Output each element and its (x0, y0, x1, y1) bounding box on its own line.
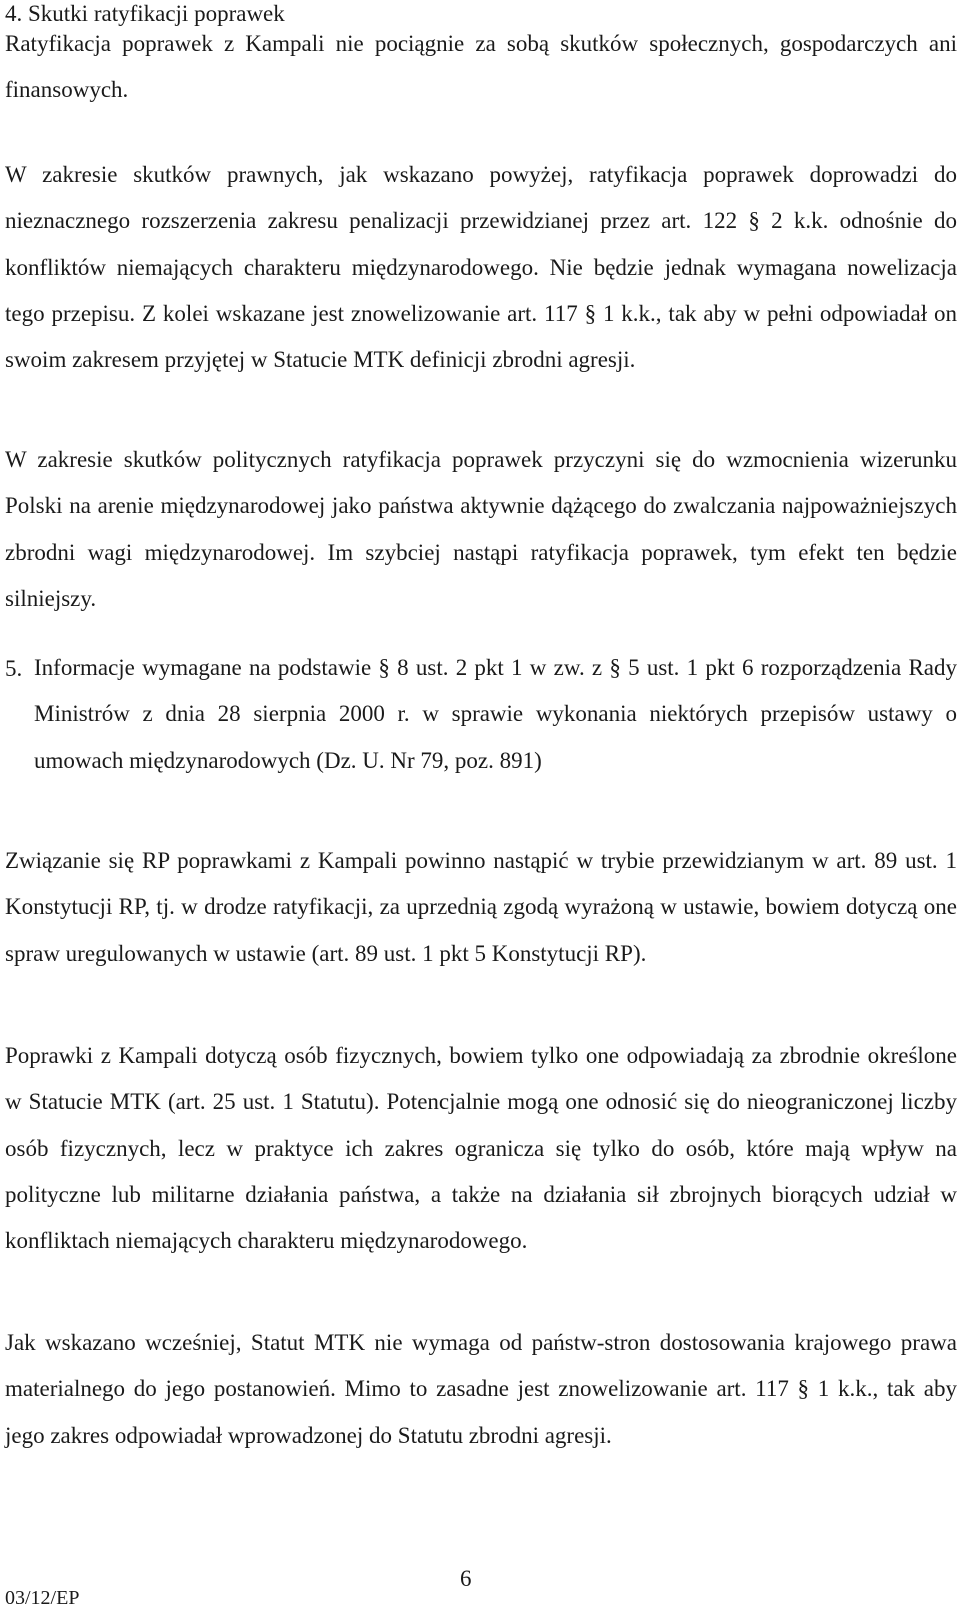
section-4-paragraph-2: W zakresie skutków prawnych, jak wskazano powyżej, ratyfikacja poprawek doprowadzi do nieznacznego rozszerzenia zakresu penalizacji przewidzianej przez art. 122 § 2 k.k. odnośnie do konfliktów niemających charakteru międzynarodowego. Nie będzie jednak wymagana nowelizacja tego przepisu. Z kolei wskazane jest znowelizowanie art. 117 § 1 k.k., tak aby w pełni odpowiadał on swoim zakresem przyjętej w Statucie MTK definicji zbrodni agresji. (5, 162, 957, 373)
section-4-paragraph-1: Ratyfikacja poprawek z Kampali nie pociągnie za sobą skutków społecznych, gospodarczych ani finansowych. (5, 31, 957, 103)
section-5-heading: Informacje wymagane na podstawie § 8 ust. 2 pkt 1 w zw. z § 5 ust. 1 pkt 6 rozporządzenia Rady Ministrów z dnia 28 sierpnia 2000 r. w sprawie wykonania niektórych przepisów ustawy o umowach międzynarodowych (Dz. U. Nr 79, poz. 891) (34, 655, 957, 773)
section-5-paragraph-2: Poprawki z Kampali dotyczą osób fizycznych, bowiem tylko one odpowiadają za zbrodnie określone w Statucie MTK (art. 25 ust. 1 Statutu). Potencjalnie mogą one odnosić się do nieograniczonej liczby osób fizycznych, lecz w praktyce ich zakres ogranicza się tylko do osób, które mają wpływ na polityczne lub militarne działania państwa, a także na działania sił zbrojnych biorących udział w konfliktach niemających charakteru międzynarodowego. (5, 1043, 957, 1254)
document-code: 03/12/EP (5, 1587, 80, 1609)
document-page (5, 0, 957, 1609)
section-5-paragraph-3: Jak wskazano wcześniej, Statut MTK nie wymaga od państw-stron dostosowania krajowego prawa materialnego do jego postanowień. Mimo to zasadne jest znowelizowanie art. 117 § 1 k.k., tak aby jego zakres odpowiadał wprowadzonej do Statutu zbrodni agresji. (5, 1330, 957, 1448)
section-4-heading: 4. Skutki ratyfikacji poprawek (5, 1, 285, 26)
section-5-number: 5. (5, 656, 23, 681)
page-number: 6 (460, 1566, 472, 1591)
section-5-paragraph-1: Związanie się RP poprawkami z Kampali powinno nastąpić w trybie przewidzianym w art. 89 ust. 1 Konstytucji RP, tj. w drodze ratyfikacji, za uprzednią zgodą wyrażoną w ustawie, bowiem dotyczą one spraw uregulowanych w ustawie (art. 89 ust. 1 pkt 5 Konstytucji RP). (5, 848, 957, 966)
section-4-paragraph-3: W zakresie skutków politycznych ratyfikacja poprawek przyczyni się do wzmocnienia wizerunku Polski na arenie międzynarodowej jako państwa aktywnie dążącego do zwalczania najpoważniejszych zbrodni wagi międzynarodowej. Im szybciej nastąpi ratyfikacja poprawek, tym efekt ten będzie silniejszy. (5, 447, 957, 611)
